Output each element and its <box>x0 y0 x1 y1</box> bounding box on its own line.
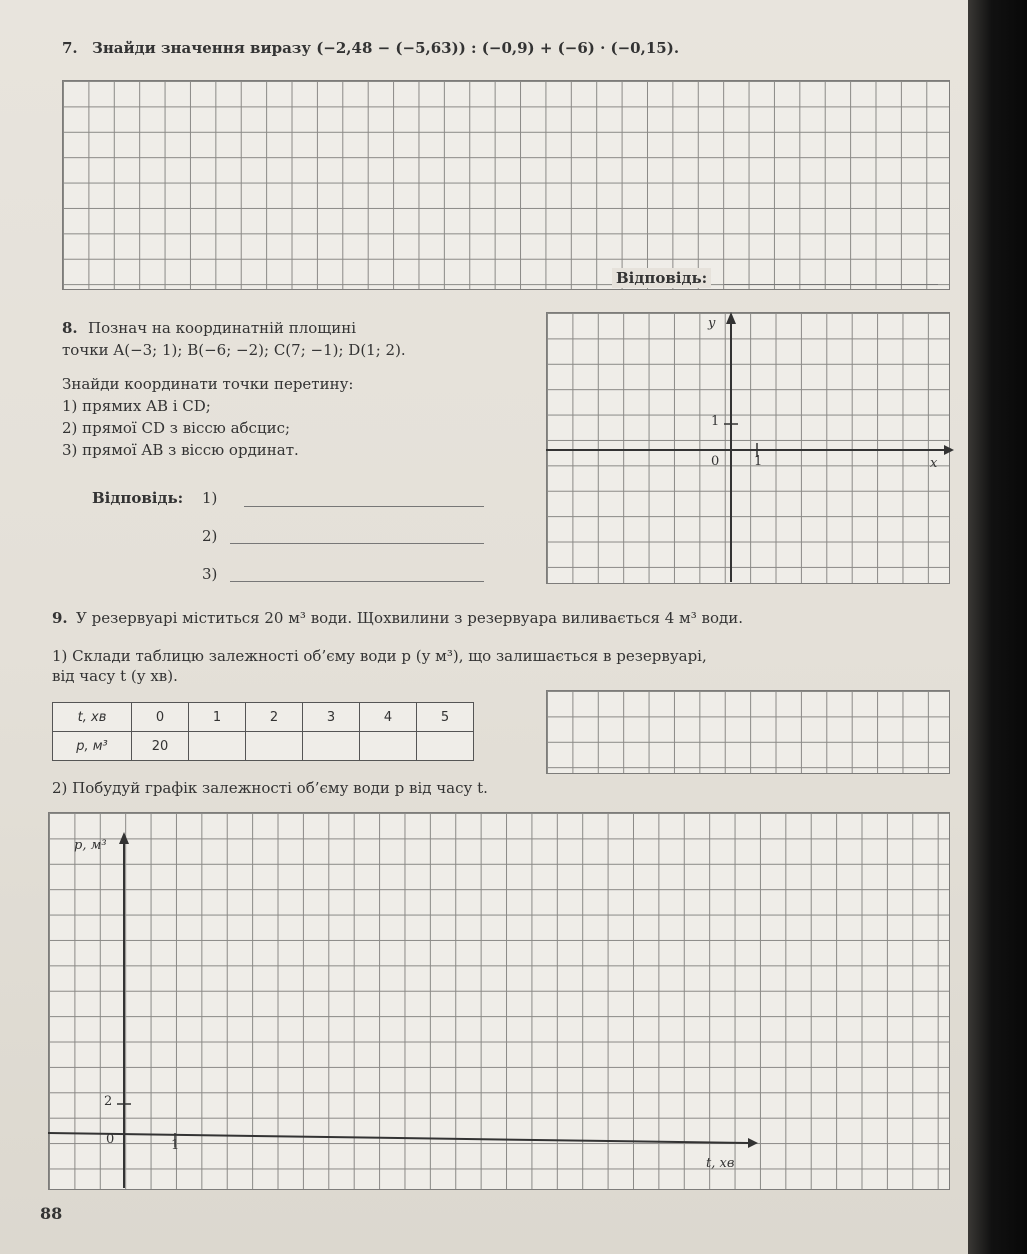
table-cell: 1 <box>189 703 246 732</box>
task8-line1: Познач на координатній площині <box>88 319 356 337</box>
table-cell: 0 <box>132 703 189 732</box>
table-cell: 20 <box>132 732 189 761</box>
table-head-time: t, хв <box>53 703 132 732</box>
background-edge <box>968 0 1027 1254</box>
task8-find: Знайди координати точки перетину: <box>62 375 354 393</box>
task9-number: 9. <box>52 609 68 627</box>
task8-item-1: 1) прямих AB і CD; <box>62 397 211 415</box>
task8-answer-num-2: 2) <box>202 527 218 545</box>
task9-text: У резервуарі міститься 20 м³ води. Щохвилини з резервуара виливається 4 м³ води. <box>76 609 743 627</box>
task9-t-unit-label: 1 <box>171 1138 180 1153</box>
task8-y-axis-label: y <box>708 316 716 331</box>
task7-text: Знайди значення виразу (−2,48 − (−5,63)) : (−0,9) + (−6) · (−0,15). <box>92 39 680 57</box>
table-cell: 2 <box>246 703 303 732</box>
task9-part1-line2: від часу t (у хв). <box>52 667 178 685</box>
task8-x-axis-label: x <box>930 456 938 471</box>
task9-part1-line1: 1) Склади таблицю залежності об’єму води p (у м³), що залишається в резервуарі, <box>52 647 707 665</box>
page-number: 88 <box>40 1204 63 1223</box>
task8-x-unit-label: 1 <box>754 454 763 469</box>
task8-number: 8. <box>62 319 78 337</box>
table-cell: 4 <box>360 703 417 732</box>
task9-t-axis-label: t, хв <box>706 1156 735 1171</box>
task8-item-3: 3) прямої AB з віссю ординат. <box>62 441 299 459</box>
task9-p-unit-label: 2 <box>104 1094 113 1109</box>
task8-origin-label: 0 <box>711 454 720 469</box>
task9-p-axis-label: p, м³ <box>74 838 107 853</box>
task7-number: 7. <box>62 39 78 57</box>
table-cell: 5 <box>417 703 474 732</box>
table-head-volume: p, м³ <box>53 732 132 761</box>
task8-item-2: 2) прямої CD з віссю абсцис; <box>62 419 291 437</box>
task7-answer-label: Відповідь: <box>612 268 711 288</box>
task8-answer-label: Відповідь: <box>92 489 184 507</box>
task8-answer-num-1: 1) <box>202 489 218 507</box>
task8-answer-num-3: 3) <box>202 565 218 583</box>
task8-y-unit-label: 1 <box>711 414 720 429</box>
task9-origin-label: 0 <box>106 1132 115 1147</box>
task9-part2: 2) Побудуй графік залежності об’єму води p від часу t. <box>52 779 488 797</box>
task8-line2: точки A(−3; 1); B(−6; −2); C(7; −1); D(1; 2). <box>62 341 406 359</box>
table-cell: 3 <box>303 703 360 732</box>
